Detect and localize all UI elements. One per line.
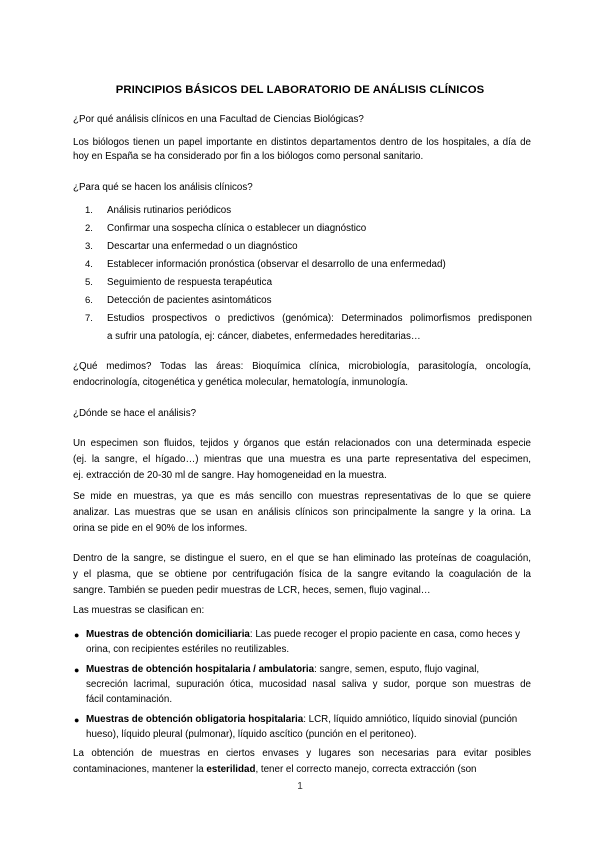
question-purpose: ¿Para qué se hacen los análisis clínicos? — [73, 182, 253, 193]
paragraph-line: (ej. la sangre, el hígado…) mientras que una muestra es una parte representativa del especimen, — [73, 454, 531, 465]
list-number: 6. — [85, 295, 93, 306]
page-number: 1 — [297, 781, 303, 792]
paragraph-line: y el plasma, que se obtiene por centrifugación física de la sangre evitando la coagulación de la — [73, 569, 531, 580]
paragraph-line: ¿Qué medimos? Todas las áreas: Bioquímica clínica, microbiología, parasitología, oncología, — [73, 361, 531, 372]
list-number: 4. — [85, 259, 93, 270]
list-item: Detección de pacientes asintomáticos — [107, 295, 272, 306]
bullet-heading: Muestras de obtención hospitalaria / ambulatoria — [86, 664, 315, 675]
paragraph-line: sangre. También se pueden pedir muestras de LCR, heces, semen, flujo vaginal… — [73, 585, 431, 596]
paragraph-line: hoy en España se ha considerado por fin a los biólogos como personal sanitario. — [73, 151, 424, 162]
list-number: 7. — [85, 313, 93, 324]
page-title: PRINCIPIOS BÁSICOS DEL LABORATORIO DE ANÁLISIS CLÍNICOS — [115, 84, 485, 96]
bullet-heading: Muestras de obtención domiciliaria — [86, 629, 250, 640]
paragraph-line: Dentro de la sangre, se distingue el suero, en el que se han eliminado las proteínas de coagulación, — [73, 553, 531, 564]
bullet-continuation: orina, con recipientes estériles no reutilizables. — [86, 644, 290, 655]
list-number: 3. — [85, 241, 93, 252]
bullet-continuation: hueso), líquido pleural (pulmonar), líquido ascítico (punción en el peritoneo). — [86, 729, 417, 740]
list-item: Confirmar una sospecha clínica o establecer un diagnóstico — [107, 223, 367, 234]
paragraph-line: Los biólogos tienen un papel importante en distintos departamentos dentro de los hospitales, a día de — [73, 137, 531, 148]
paragraph-line: ej. extracción de 20-30 ml de sangre. Hay homogeneidad en la muestra. — [73, 470, 387, 481]
paragraph-line: Las muestras se clasifican en: — [73, 605, 205, 616]
question-why-clinical-analysis: ¿Por qué análisis clínicos en una Facultad de Ciencias Biológicas? — [73, 114, 364, 125]
bullet-icon: ● — [74, 665, 80, 675]
list-item: Análisis rutinarios periódicos — [107, 205, 232, 216]
paragraph-line: analizar. Las muestras que se usan en análisis clínicos son principalmente la sangre y la orina. La — [73, 507, 531, 518]
bullet-item — [86, 714, 531, 726]
list-number: 2. — [85, 223, 93, 234]
list-item: Descartar una enfermedad o un diagnóstico — [107, 241, 298, 252]
list-item-continuation: a sufrir una patología, ej: cáncer, diabetes, enfermedades hereditarias… — [107, 331, 421, 342]
emphasis-sterility: esterilidad — [206, 764, 256, 775]
paragraph-line: Un especimen son fluidos, tejidos y órganos que están relacionados con una determinada especie — [73, 438, 531, 449]
bullet-continuation: secreción lacrimal, supuración ótica, mucosidad nasal saliva y sudor, porque son muestras de — [86, 679, 531, 690]
paragraph-line: orina se pide en el 90% de los informes. — [73, 523, 248, 534]
list-item: Estudios prospectivos o predictivos (genómica): Determinados polimorfismos predisponen — [107, 313, 532, 324]
bullet-text: : LCR, líquido amniótico, líquido sinovial (punción — [303, 714, 518, 725]
list-item: Establecer información pronóstica (observar el desarrollo de una enfermedad) — [107, 259, 446, 270]
bullet-text: : Las puede recoger el propio paciente en casa, como heces y — [249, 629, 521, 640]
paragraph-line: endocrinología, citogenética y genética molecular, hematología, inmunología. — [73, 377, 408, 388]
bullet-continuation: fácil contaminación. — [86, 694, 173, 705]
paragraph-line: Se mide en muestras, ya que es más sencillo con muestras representativas de lo que se quiere — [73, 491, 531, 502]
bullet-heading: Muestras de obtención obligatoria hospitalaria — [86, 714, 304, 725]
paragraph-line — [73, 764, 531, 776]
bullet-text: : sangre, semen, esputo, flujo vaginal, — [314, 664, 480, 675]
list-number: 5. — [85, 277, 93, 288]
bullet-icon: ● — [74, 630, 80, 640]
bullet-item — [86, 664, 531, 676]
list-number: 1. — [85, 205, 93, 216]
paragraph-line: La obtención de muestras en ciertos envases y lugares son necesarias para evitar posibles — [73, 748, 531, 759]
text-run: contaminaciones, mantener la — [73, 764, 207, 775]
bullet-icon: ● — [74, 715, 80, 725]
list-item: Seguimiento de respuesta terapéutica — [107, 277, 273, 288]
text-run: , tener el correcto manejo, correcta extracción (son — [255, 764, 477, 775]
question-where: ¿Dónde se hace el análisis? — [73, 408, 197, 419]
bullet-item — [86, 629, 531, 641]
